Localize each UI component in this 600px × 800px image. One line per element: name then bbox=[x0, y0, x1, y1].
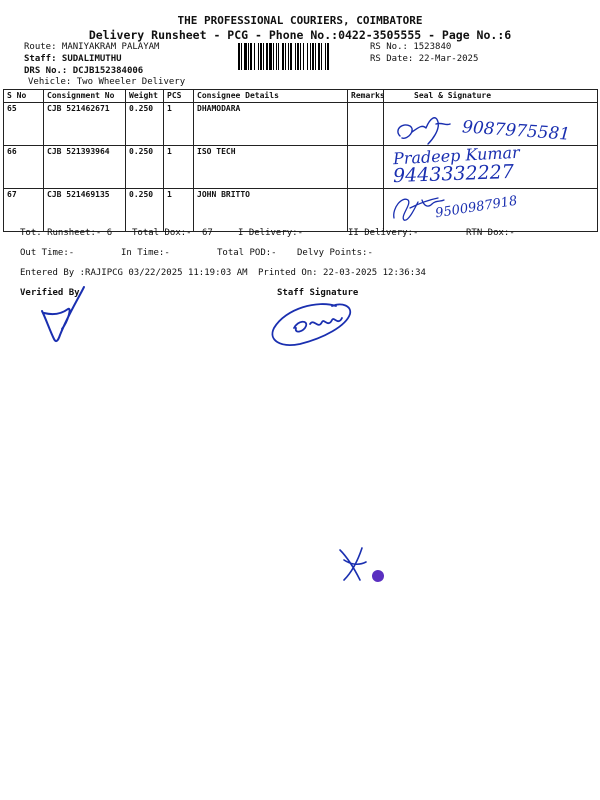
barcode-bar bbox=[307, 43, 308, 70]
barcode-bar bbox=[238, 43, 240, 70]
cell-pcs: 1 bbox=[164, 103, 194, 146]
cell-weight: 0.250 bbox=[126, 189, 164, 232]
barcode-bar bbox=[321, 43, 322, 70]
cell-pcs: 1 bbox=[164, 146, 194, 189]
ii-delivery: II Delivery:- bbox=[348, 228, 419, 238]
barcode-bar bbox=[282, 43, 284, 70]
staff-signature-label: Staff Signature bbox=[277, 288, 359, 298]
barcode-bar bbox=[315, 43, 316, 70]
staff-signature bbox=[266, 298, 356, 350]
rs-date: RS Date: 22-Mar-2025 bbox=[370, 54, 479, 64]
total-dox-value: 67 bbox=[202, 228, 213, 238]
header-consignment: Consignment No bbox=[44, 90, 126, 103]
verified-by-label: Verified By bbox=[20, 288, 80, 298]
cell-remarks bbox=[348, 103, 384, 146]
barcode-bar bbox=[269, 43, 272, 70]
cell-weight: 0.250 bbox=[126, 103, 164, 146]
rs-number: RS No.: 1523840 bbox=[370, 42, 452, 52]
cell-remarks bbox=[348, 146, 384, 189]
hand-name-row-66: Pradeep Kumar bbox=[392, 142, 521, 169]
hand-phone-row-66: 9443332227 bbox=[392, 160, 515, 188]
cell-consignment: CJB 521469135 bbox=[44, 189, 126, 232]
out-time: Out Time:- bbox=[20, 248, 75, 258]
barcode bbox=[238, 43, 364, 70]
header-seal-signature: Seal & Signature bbox=[384, 90, 598, 103]
barcode-bar bbox=[278, 43, 279, 70]
barcode-bar bbox=[303, 43, 304, 70]
rtn-dox: RTN Dox:- bbox=[466, 228, 515, 238]
printed-on: Printed On: 22-03-2025 12:36:34 bbox=[258, 268, 426, 278]
signature-row-65 bbox=[392, 110, 452, 150]
cell-sno: 67 bbox=[4, 189, 44, 232]
drs-number: DRS No.: DCJB152384006 bbox=[24, 66, 144, 76]
cell-sno: 66 bbox=[4, 146, 44, 189]
total-pod: Total POD:- bbox=[217, 248, 277, 258]
barcode-bar bbox=[295, 43, 296, 70]
cell-weight: 0.250 bbox=[126, 146, 164, 189]
entered-by: Entered By :RAJIPCG 03/22/2025 11:19:03 AM bbox=[20, 268, 248, 278]
route: Route: MANIYAKRAM PALAYAM bbox=[24, 42, 160, 52]
barcode-bar bbox=[297, 43, 299, 70]
barcode-bar bbox=[273, 43, 274, 70]
runsheet-subtitle: Delivery Runsheet - PCG - Phone No.:0422-3505555 - Page No.:6 bbox=[88, 28, 512, 42]
barcode-bar bbox=[254, 43, 255, 70]
barcode-bar bbox=[318, 43, 320, 70]
cell-consignee: DHAMODARA bbox=[194, 103, 348, 146]
barcode-bar bbox=[250, 43, 252, 70]
cell-remarks bbox=[348, 189, 384, 232]
header-consignee: Consignee Details bbox=[194, 90, 348, 103]
barcode-bar bbox=[263, 43, 264, 70]
cell-sno: 65 bbox=[4, 103, 44, 146]
cell-pcs: 1 bbox=[164, 189, 194, 232]
verifier-signature bbox=[38, 285, 88, 345]
header-remarks: Remarks bbox=[348, 90, 384, 103]
hand-phone-row-65: 9087975581 bbox=[461, 117, 571, 145]
table-header-row bbox=[4, 90, 598, 103]
staff: Staff: SUDALIMUTHU bbox=[24, 54, 122, 64]
barcode-bar bbox=[260, 43, 262, 70]
barcode-bar bbox=[266, 43, 268, 70]
barcode-bar bbox=[241, 43, 242, 70]
company-title: THE PROFESSIONAL COURIERS, COIMBATORE bbox=[177, 14, 423, 27]
barcode-bar bbox=[276, 43, 277, 70]
barcode-bar bbox=[288, 43, 289, 70]
in-time: In Time:- bbox=[121, 248, 170, 258]
i-delivery: I Delivery:- bbox=[238, 228, 304, 238]
barcode-bar bbox=[300, 43, 301, 70]
header-weight: Weight bbox=[126, 90, 164, 103]
header-pcs: PCS bbox=[164, 90, 194, 103]
cell-consignee: JOHN BRITTO bbox=[194, 189, 348, 232]
barcode-bar bbox=[310, 43, 311, 70]
total-dox-label: Total Dox:- bbox=[132, 228, 192, 238]
cell-consignee: ISO TECH bbox=[194, 146, 348, 189]
cell-consignment: CJB 521393964 bbox=[44, 146, 126, 189]
delvy-points: Delvy Points:- bbox=[297, 248, 373, 258]
vehicle: Vehicle: Two Wheeler Delivery bbox=[28, 77, 186, 87]
barcode-bar bbox=[290, 43, 292, 70]
barcode-bar bbox=[327, 43, 329, 70]
barcode-bar bbox=[244, 43, 247, 70]
tot-runsheet: Tot. Runsheet:- 6 bbox=[20, 228, 113, 238]
barcode-bar bbox=[325, 43, 326, 70]
hand-phone-row-67: 9500987918 bbox=[434, 193, 519, 222]
stray-mark bbox=[336, 546, 392, 590]
barcode-bar bbox=[248, 43, 249, 70]
barcode-bar bbox=[258, 43, 259, 70]
cell-consignment: CJB 521462671 bbox=[44, 103, 126, 146]
barcode-bar bbox=[312, 43, 314, 70]
barcode-bar bbox=[285, 43, 286, 70]
header-sno: S No bbox=[4, 90, 44, 103]
